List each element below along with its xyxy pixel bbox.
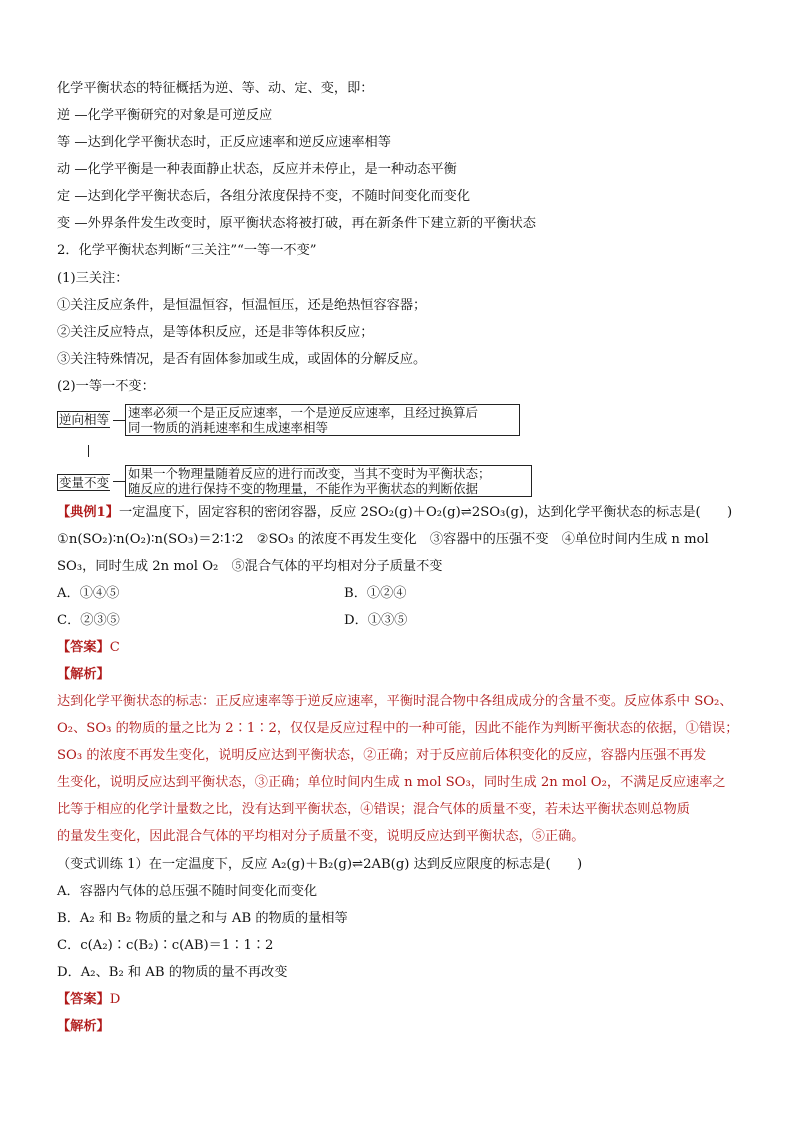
example1-option-a: A．①④⑤ bbox=[57, 586, 120, 601]
one-equal-title: (2)一等一不变： bbox=[57, 379, 155, 394]
box2-line-2: 随反应的进行保持不变的物理量，不能作为平衡状态的判断依据 bbox=[128, 481, 479, 496]
variant1-option-a: A．容器内气体的总压强不随时间变化而变化 bbox=[57, 884, 318, 899]
variant1-answer-value: D bbox=[109, 992, 121, 1007]
box2-content bbox=[125, 465, 532, 497]
variant1-option-c: C．c(A₂)∶c(B₂)∶c(AB)＝1∶1∶2 bbox=[57, 938, 274, 953]
box2-line-1: 如果一个物理量随着反应的进行而改变，当其不变时为平衡状态； bbox=[128, 466, 491, 481]
example1-question bbox=[57, 504, 732, 522]
box1-connector bbox=[113, 420, 125, 421]
variant1-option-b: B．A₂ 和 B₂ 物质的量之和与 AB 的物质的量相等 bbox=[57, 911, 348, 926]
example1-statements-2: SO₃，同时生成 2n mol O₂ ⑤混合气体的平均相对分子质量不变 bbox=[57, 559, 443, 574]
box2-label: 变量不变 bbox=[59, 475, 110, 490]
box1-line-2: 同一物质的消耗速率和生成速率相等 bbox=[128, 420, 329, 435]
box1-line-1: 速率必须一个是正反应速率，一个是逆反应速率，且经过换算后 bbox=[128, 405, 479, 420]
example1-answer-tag: 【答案】 bbox=[57, 640, 110, 655]
example1-option-b: B．①②④ bbox=[344, 586, 407, 601]
three-focus-item-2: ②关注反应特点，是等体积反应，还是非等体积反应； bbox=[57, 325, 374, 340]
example1-answer-value: C bbox=[109, 640, 120, 655]
box1-content bbox=[125, 404, 520, 436]
feature-line-ni: 逆 —化学平衡研究的对象是可逆反应 bbox=[57, 108, 273, 123]
example1-answer bbox=[57, 639, 120, 657]
variant1-analysis-tag: 【解析】 bbox=[57, 1019, 110, 1034]
intro-text: 化学平衡状态的特征概括为逆、等、动、定、变，即： bbox=[57, 81, 374, 96]
analysis-line-6: 的量发生变化，因此混合气体的平均相对分子质量不变，说明反应达到平衡状态，⑤正确。 bbox=[57, 829, 585, 844]
example1-tag: 【典例1】 bbox=[57, 505, 119, 520]
three-focus-item-3: ③关注特殊情况，是否有固体参加或生成，或固体的分解反应。 bbox=[57, 352, 427, 367]
three-focus-title: (1)三关注： bbox=[57, 271, 129, 286]
example1-stem: 一定温度下，固定容积的密闭容器，反应 2SO₂(g)＋O₂(g)⇌2SO₃(g)，达到化学平衡状态的标志是( ) bbox=[118, 505, 733, 520]
analysis-line-1: 达到化学平衡状态的标志：正反应速率等于逆反应速率，平衡时混合物中各组成成分的含量不变。反应体系中 SO₂、 bbox=[57, 694, 733, 709]
box1-label: 逆向相等 bbox=[59, 412, 110, 427]
feature-line-dong: 动 —化学平衡是一种表面静止状态，反应并未停止，是一种动态平衡 bbox=[57, 162, 457, 177]
analysis-line-5: 比等于相应的化学计量数之比，没有达到平衡状态，④错误；混合气体的质量不变，若未达平衡状态则总物质 bbox=[57, 802, 690, 817]
analysis-line-2: O₂、SO₃ 的物质的量之比为 2∶1∶2，仅仅是反应过程中的一种可能，因此不能作为判断平衡状态的依据，①错误； bbox=[57, 721, 739, 736]
feature-line-ding: 定 —达到化学平衡状态后，各组分浓度保持不变，不随时间变化而变化 bbox=[57, 189, 471, 204]
feature-line-bian: 变 —外界条件发生改变时，原平衡状态将被打破，再在新条件下建立新的平衡状态 bbox=[57, 216, 536, 231]
example1-analysis-tag: 【解析】 bbox=[57, 667, 110, 682]
variant1-answer-tag: 【答案】 bbox=[57, 992, 110, 1007]
divider-bar bbox=[88, 445, 89, 457]
variant1-question: （变式训练 1）在一定温度下，反应 A₂(g)＋B₂(g)⇌2AB(g) 达到反应限度的标志是( ) bbox=[57, 857, 583, 872]
variant1-answer bbox=[57, 991, 120, 1009]
box2-connector bbox=[113, 481, 125, 482]
section-2-title: 2．化学平衡状态判断“三关注”“一等一不变” bbox=[57, 243, 317, 258]
analysis-line-4: 生变化，说明反应达到平衡状态，③正确；单位时间内生成 n mol SO₃，同时生成 2n mol O₂，不满足反应速率之 bbox=[57, 775, 726, 790]
three-focus-item-1: ①关注反应条件，是恒温恒容，恒温恒压，还是绝热恒容容器； bbox=[57, 298, 427, 313]
example1-statements-1: ①n(SO₂)∶n(O₂)∶n(SO₃)＝2∶1∶2 ②SO₃ 的浓度不再发生变化 ③容器中的压强不变 ④单位时间内生成 n mol bbox=[57, 532, 709, 547]
example1-option-c: C．②③⑤ bbox=[57, 613, 120, 628]
example1-option-d: D．①③⑤ bbox=[344, 613, 408, 628]
analysis-line-3: SO₃ 的浓度不再发生变化，说明反应达到平衡状态，②正确；对于反应前后体积变化的反应，容器内压强不再发 bbox=[57, 748, 707, 763]
feature-line-deng: 等 —达到化学平衡状态时，正反应速率和逆反应速率相等 bbox=[57, 135, 391, 150]
variant1-option-d: D．A₂、B₂ 和 AB 的物质的量不再改变 bbox=[57, 965, 288, 980]
